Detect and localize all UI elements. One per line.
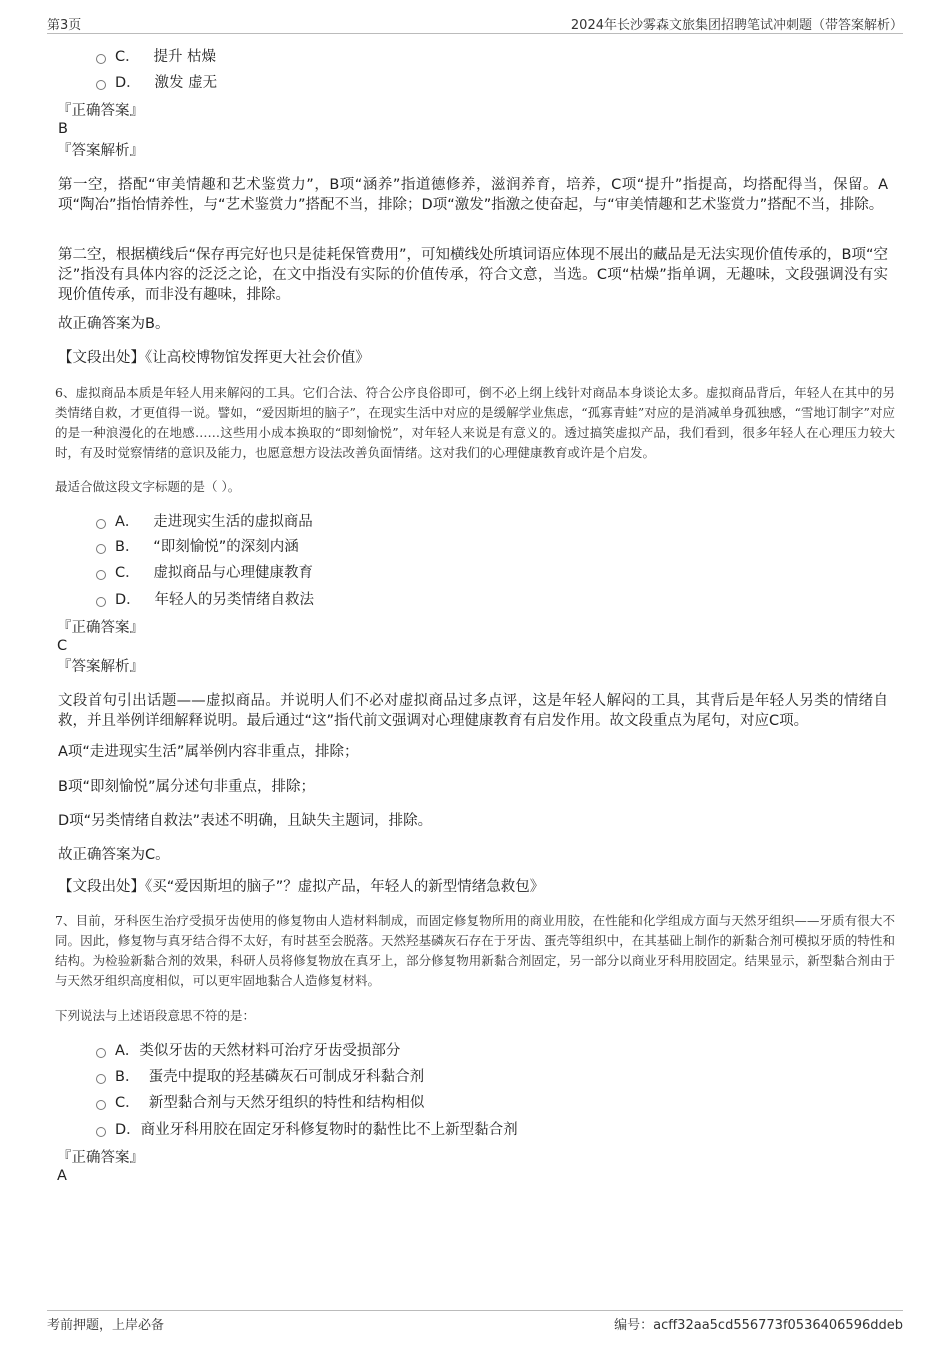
analysis-label: 『答案解析』 bbox=[57, 143, 144, 159]
option-d[interactable]: D． 激发 虚无 bbox=[96, 73, 217, 93]
answer-value: B bbox=[58, 121, 68, 137]
analysis-conclusion: 故正确答案为B。 bbox=[58, 316, 170, 332]
radio-icon[interactable] bbox=[96, 1048, 106, 1058]
page-number: 第3页 bbox=[47, 18, 82, 33]
option-a[interactable]: A． 走进现实生活的虚拟商品 bbox=[96, 512, 313, 532]
footer-slogan: 考前押题，上岸必备 bbox=[47, 1318, 165, 1333]
radio-icon[interactable] bbox=[96, 1127, 106, 1137]
question-prompt: 下列说法与上述语段意思不符的是： bbox=[55, 1008, 256, 1023]
option-d[interactable]: D．商业牙科用胶在固定牙科修复物时的黏性比不上新型黏合剂 bbox=[96, 1120, 518, 1140]
source-citation: 【文段出处】《买“爱因斯坦的脑子”？虚拟产品，年轻人的新型情绪急救包》 bbox=[58, 879, 545, 895]
option-b[interactable]: B． 蛋壳中提取的羟基磷灰石可制成牙科黏合剂 bbox=[96, 1067, 424, 1087]
option-c[interactable]: C． 提升 枯燥 bbox=[96, 47, 216, 67]
analysis-paragraph: D项“另类情绪自救法”表述不明确，且缺失主题词，排除。 bbox=[58, 813, 433, 829]
analysis-paragraph: A项“走进现实生活”属举例内容非重点，排除； bbox=[58, 744, 359, 760]
option-b[interactable]: B． “即刻愉悦”的深刻内涵 bbox=[96, 537, 299, 557]
answer-value: A bbox=[57, 1168, 67, 1184]
answer-label: 『正确答案』 bbox=[57, 103, 144, 119]
question-stem: 6、虚拟商品本质是年轻人用来解闷的工具。它们合法、符合公序良俗即可，倒不必上纲上线针对商品本身谈论太多。虚拟商品背后，年轻人在其中的另类情绪自救，才更值得一说。譬如，“爱因斯坦的脑子”，在现实生活中对应的是缓解学业焦虑，“孤寡青蛙”对应的是消减单身孤独感，“雪地订制字”对应的是一种浪漫化的在地感……这些用小成本换取的“即刻愉悦”，对年轻人来说是有意义的。透过搞笑虚拟产品，我们看到，很多年轻人在心理压力较大时，有及时觉察情绪的意识及能力，也愿意想方设法改善负面情绪。这对我们的心理健康教育或许是个启发。 bbox=[55, 385, 895, 460]
radio-icon[interactable] bbox=[96, 1100, 106, 1110]
option-c[interactable]: C． 新型黏合剂与天然牙组织的特性和结构相似 bbox=[96, 1093, 424, 1113]
question-stem: 7、目前，牙科医生治疗受损牙齿使用的修复物由人造材料制成，而固定修复物所用的商业用胶，在性能和化学组成方面与天然牙组织——牙质有很大不同。因此，修复物与真牙结合得不太好，有时甚至会脱落。天然羟基磷灰石存在于牙齿、蛋壳等组织中，在其基础上制作的新黏合剂可模拟牙质的特性和结构。为检验新黏合剂的效果，科研人员将修复物放在真牙上，部分修复物用新黏合剂固定，另一部分以商业牙科用胶固定。结果显示，新型黏合剂由于与天然牙组织高度相似，可以更牢固地黏合人造修复材料。 bbox=[55, 913, 895, 988]
analysis-conclusion: 故正确答案为C。 bbox=[58, 847, 170, 863]
option-d[interactable]: D． 年轻人的另类情绪自救法 bbox=[96, 590, 314, 610]
source-citation: 【文段出处】《让高校博物馆发挥更大社会价值》 bbox=[58, 350, 370, 366]
answer-label: 『正确答案』 bbox=[57, 620, 144, 636]
header-divider bbox=[47, 33, 903, 34]
document-code: 编号：acff32aa5cd556773f0536406596ddeb bbox=[614, 1318, 903, 1333]
page-header bbox=[47, 14, 903, 34]
page-footer bbox=[47, 1314, 903, 1334]
analysis-label: 『答案解析』 bbox=[57, 659, 144, 675]
radio-icon[interactable] bbox=[96, 597, 106, 607]
radio-icon[interactable] bbox=[96, 80, 106, 90]
radio-icon[interactable] bbox=[96, 519, 106, 529]
analysis-paragraph: 文段首句引出话题——虚拟商品。并说明人们不必对虚拟商品过多点评，这是年轻人解闷的工具，其背后是年轻人另类的情绪自救，并且举例详细解释说明。最后通过“这”指代前文强调对心理健康教育有启发作用。故文段重点为尾句，对应C项。 bbox=[58, 693, 888, 729]
question-prompt: 最适合做这段文字标题的是（ ）。 bbox=[55, 479, 241, 494]
footer-divider bbox=[47, 1310, 903, 1311]
radio-icon[interactable] bbox=[96, 544, 106, 554]
answer-value: C bbox=[57, 638, 68, 654]
radio-icon[interactable] bbox=[96, 570, 106, 580]
radio-icon[interactable] bbox=[96, 1074, 106, 1084]
analysis-paragraph: 第二空，根据横线后“保存再完好也只是徒耗保管费用”，可知横线处所填词语应体现不展出的藏品是无法实现价值传承的，B项“空泛”指没有具体内容的泛泛之论，在文中指没有实际的价值传承，符合文意，当选。C项“枯燥”指单调，无趣味，文段强调没有实现价值传承，而非没有趣味，排除。 bbox=[58, 247, 888, 303]
analysis-paragraph: 第一空，搭配“审美情趣和艺术鉴赏力”，B项“涵养”指道德修养，滋润养育，培养，C项“提升”指提高，均搭配得当，保留。A项“陶冶”指怡情养性，与“艺术鉴赏力”搭配不当，排除；D项“激发”指激之使奋起，与“审美情趣和艺术鉴赏力”搭配不当，排除。 bbox=[58, 177, 888, 213]
option-a[interactable]: A．类似牙齿的天然材料可治疗牙齿受损部分 bbox=[96, 1041, 400, 1061]
document-title: 2024年长沙雾森文旅集团招聘笔试冲刺题（带答案解析） bbox=[570, 18, 903, 33]
radio-icon[interactable] bbox=[96, 54, 106, 64]
answer-label: 『正确答案』 bbox=[57, 1150, 144, 1166]
analysis-paragraph: B项“即刻愉悦”属分述句非重点，排除； bbox=[58, 779, 315, 795]
option-c[interactable]: C． 虚拟商品与心理健康教育 bbox=[96, 563, 313, 583]
